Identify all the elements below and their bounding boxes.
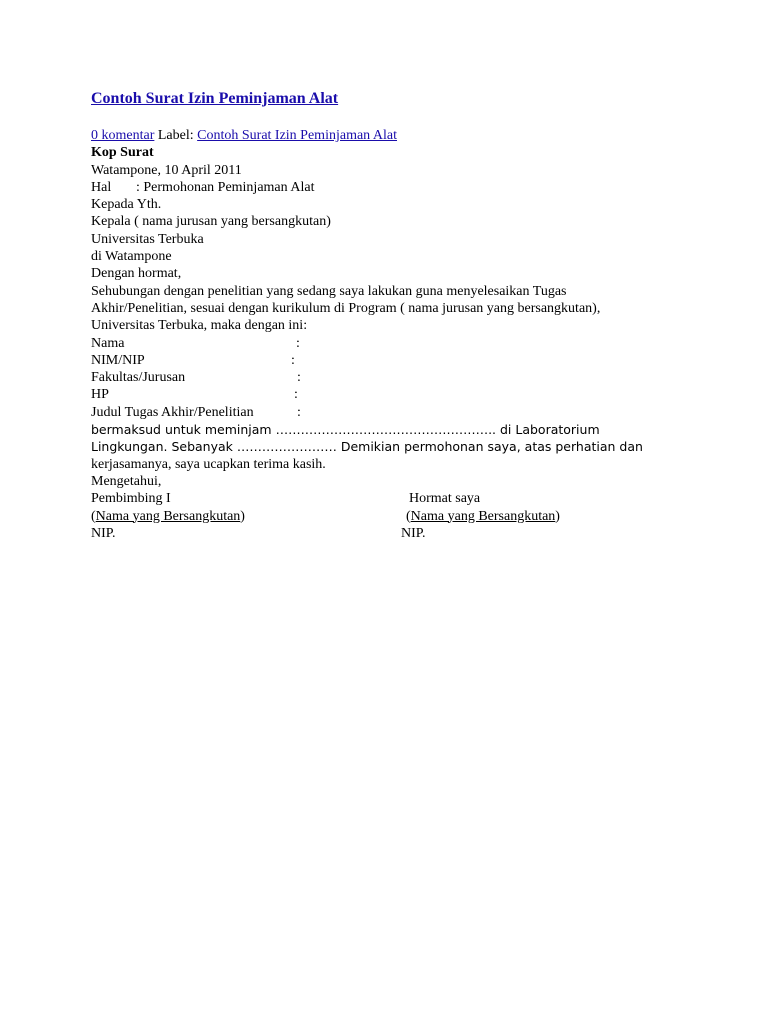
kop-surat: Kop Surat <box>91 145 154 161</box>
recipient-line-2: Kepala ( nama jurusan yang bersangkutan) <box>91 214 331 230</box>
paragraph-1-line-1: Sehubungan dengan penelitian yang sedang saya lakukan guna menyelesaikan Tugas <box>91 283 567 299</box>
field-label: HP <box>91 387 109 403</box>
field-row-nama <box>91 335 691 352</box>
field-colon: : <box>297 404 301 420</box>
signature-titles <box>91 490 691 507</box>
paragraph-1-line-2: Akhir/Penelitian, sesuai dengan kurikulum di Program ( nama jurusan yang bersangkutan), <box>91 300 601 316</box>
field-colon: : <box>297 370 301 386</box>
paren-close: ) <box>555 508 560 524</box>
greeting: Dengan hormat, <box>91 266 182 282</box>
comments-link[interactable]: 0 komentar <box>91 128 155 143</box>
nip-right: NIP. <box>401 525 426 541</box>
signer-left-name-text: Nama yang Bersangkutan <box>95 508 241 524</box>
signature-nip <box>91 525 691 542</box>
paragraph-2-line-1: bermaksud untuk meminjam …………………………………………….. di Laboratorium <box>91 422 600 438</box>
signer-right-name <box>406 508 560 525</box>
paren-open: ( <box>91 508 96 524</box>
recipient-line-4: di Watampone <box>91 249 172 265</box>
field-colon: : <box>291 352 295 368</box>
post-meta <box>91 127 691 144</box>
field-row-fakultas <box>91 369 691 386</box>
field-colon: : <box>296 335 300 351</box>
signature-names <box>91 508 691 525</box>
field-label: NIM/NIP <box>91 352 145 368</box>
signer-right-title: Hormat saya <box>409 491 481 507</box>
mengetahui: Mengetahui, <box>91 473 162 489</box>
field-label: Nama <box>91 335 125 351</box>
field-label: Judul Tugas Akhir/Penelitian <box>91 404 254 420</box>
post-title-link[interactable]: Contoh Surat Izin Peminjaman Alat <box>91 90 339 107</box>
label-link[interactable]: Contoh Surat Izin Peminjaman Alat <box>197 128 398 143</box>
field-row-nim <box>91 352 691 369</box>
letter-date: Watampone, 10 April 2011 <box>91 162 242 178</box>
paragraph-2-line-2: Lingkungan. Sebanyak …………………… Demikian permohonan saya, atas perhatian dan <box>91 439 643 455</box>
field-row-hp <box>91 386 691 403</box>
paragraph-2-line-3: kerjasamanya, saya ucapkan terima kasih. <box>91 456 326 472</box>
paren-open: ( <box>406 508 411 524</box>
field-colon: : <box>294 387 298 403</box>
label-prefix: Label: <box>157 128 194 143</box>
recipient-line-3: Universitas Terbuka <box>91 231 204 247</box>
letter-body <box>91 127 691 542</box>
field-row-judul <box>91 404 691 421</box>
nip-left: NIP. <box>91 525 116 541</box>
paren-close: ) <box>240 508 245 524</box>
signer-left-title: Pembimbing I <box>91 491 171 507</box>
hal-row <box>91 179 691 196</box>
hal-value: : Permohonan Peminjaman Alat <box>136 179 315 195</box>
signer-left-name <box>91 509 245 524</box>
hal-label: Hal <box>91 179 112 195</box>
field-label: Fakultas/Jurusan <box>91 370 186 386</box>
signer-right-name-text: Nama yang Bersangkutan <box>410 508 556 524</box>
recipient-line-1: Kepada Yth. <box>91 197 162 213</box>
paragraph-1-line-3: Universitas Terbuka, maka dengan ini: <box>91 318 308 334</box>
